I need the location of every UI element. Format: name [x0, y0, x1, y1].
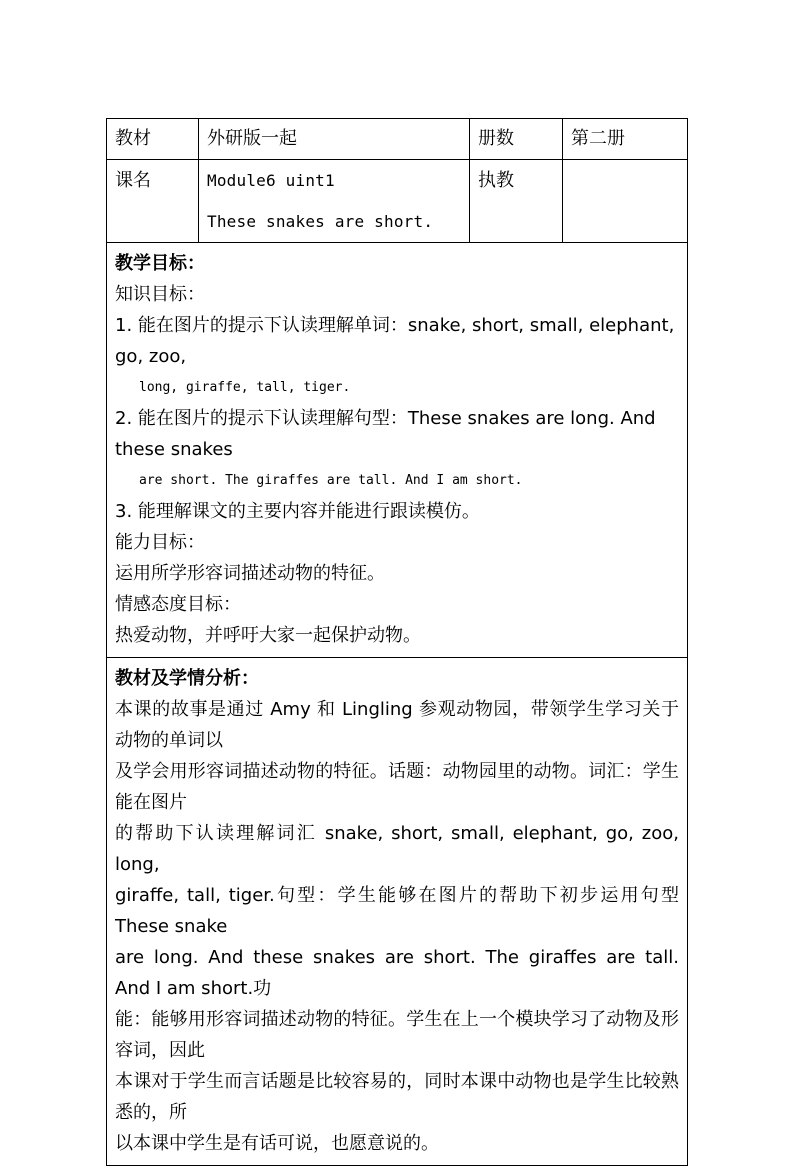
lesson-title: These snakes are short. [207, 212, 434, 231]
ability-text: 运用所学形容词描述动物的特征。 [115, 563, 385, 584]
analysis-line: 以本课中学生是有话可说，也愿意说的。 [115, 1133, 439, 1154]
analysis-cell [107, 658, 688, 1166]
knowledge-item-2-cont: are short. The giraffes are tall. And I am short. [139, 473, 523, 488]
analysis-line: are long. And these snakes are short. The giraffes are tall. And I am short.功 [115, 947, 679, 999]
analysis-heading: 教材及学情分析： [115, 668, 259, 689]
volume-value: 第二册 [571, 128, 625, 149]
analysis-line: 及学会用形容词描述动物的特征。话题：动物园里的动物。词汇：学生能在图片 [115, 761, 679, 813]
knowledge-item-1: 1. 能在图片的提示下认读理解单词：snake, short, small, elephant, go, zoo, [115, 315, 675, 367]
objectives-heading: 教学目标： [115, 253, 205, 274]
volume-value-cell [563, 119, 688, 160]
teacher-label-cell [470, 160, 563, 243]
textbook-value: 外研版一起 [207, 128, 297, 149]
lesson-plan-table [106, 118, 688, 1166]
lesson-name-label: 课名 [115, 170, 151, 191]
knowledge-item-2: 2. 能在图片的提示下认读理解句型：These snakes are long. And these snakes [115, 408, 656, 460]
analysis-line: 的帮助下认读理解词汇 snake, short, small, elephant, go, zoo, long, [115, 823, 679, 875]
ability-heading: 能力目标： [115, 532, 205, 553]
teacher-value [571, 160, 687, 170]
lesson-module: Module6 uint1 [207, 171, 335, 190]
textbook-label: 教材 [115, 128, 151, 149]
teacher-label: 执教 [478, 170, 514, 191]
objectives-cell [107, 243, 688, 658]
volume-label: 册数 [478, 128, 514, 149]
analysis-line: 本课对于学生而言话题是比较容易的，同时本课中动物也是学生比较熟悉的，所 [115, 1071, 679, 1123]
lesson-name-row [107, 160, 688, 243]
knowledge-item-3: 3. 能理解课文的主要内容并能进行跟读模仿。 [115, 501, 480, 522]
analysis-line: 本课的故事是通过 Amy 和 Lingling 参观动物园，带领学生学习关于动物的单词以 [115, 699, 679, 751]
emotion-text: 热爱动物，并呼吁大家一起保护动物。 [115, 625, 421, 646]
textbook-label-cell [107, 119, 199, 160]
knowledge-heading: 知识目标： [115, 284, 205, 305]
knowledge-item-1-cont: long, giraffe, tall, tiger. [139, 380, 351, 395]
lesson-name-label-cell [107, 160, 199, 243]
analysis-line: 能：能够用形容词描述动物的特征。学生在上一个模块学习了动物及形容词，因此 [115, 1009, 679, 1061]
lesson-name-value-cell [199, 160, 470, 243]
emotion-heading: 情感态度目标： [115, 594, 241, 615]
lesson-name-value [207, 160, 469, 233]
volume-label-cell [470, 119, 563, 160]
teacher-value-cell [563, 160, 688, 243]
analysis-line: giraffe, tall, tiger.句型：学生能够在图片的帮助下初步运用句型 These snake [115, 885, 679, 937]
analysis-row [107, 658, 688, 1166]
textbook-row [107, 119, 688, 160]
objectives-row [107, 243, 688, 658]
textbook-value-cell [199, 119, 470, 160]
